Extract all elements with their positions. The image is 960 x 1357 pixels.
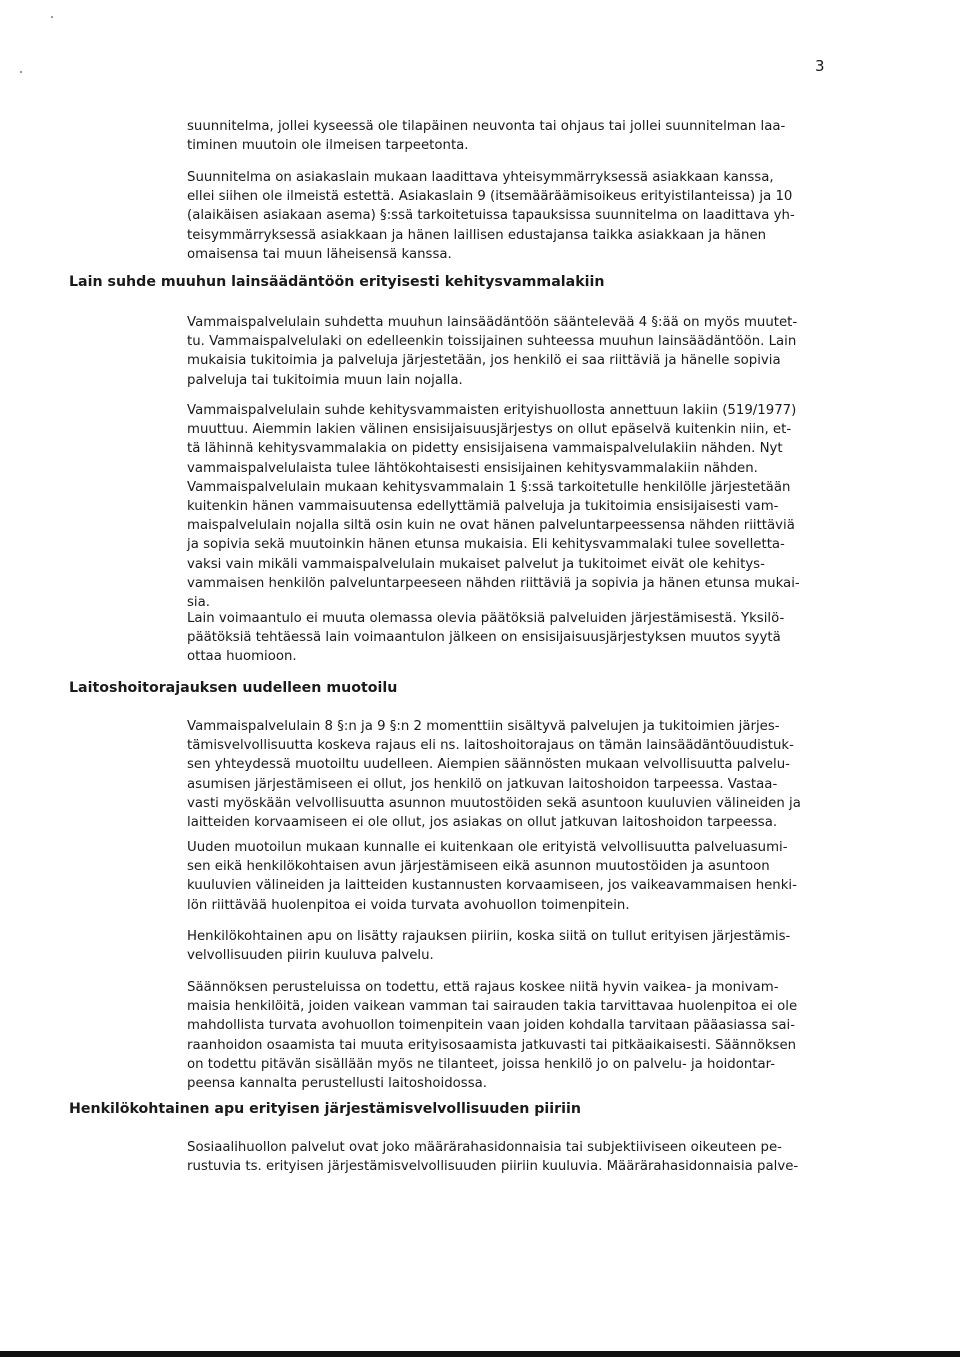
scan-speck (51, 16, 53, 18)
paragraph-s2-2: Uuden muotoilun mukaan kunnalle ei kuitenkaan ole erityistä velvollisuutta palveluasumi- sen eikä henkilökohtaisen avun järjestämiseen eikä asunnon muutostöiden ja asuntoon kuuluvien välineiden ja laitteiden kustannusten korvaamiseen, jos vaikeavammaisen henki- lön riittävää huolenpitoa ei voida turvata avohuollon toimenpitein. (187, 840, 797, 913)
paragraph-s2-3: Henkilökohtainen apu on lisätty rajauksen piiriin, koska siitä on tullut erityisen järjestämis- velvollisuuden piirin kuuluva palvelu. (187, 929, 791, 964)
section-heading-1: Lain suhde muuhun lainsäädäntöön erityisesti kehitysvammalakiin (69, 274, 605, 290)
scan-speck (20, 71, 22, 73)
paragraph-s3-1: Sosiaalihuollon palvelut ovat joko määrärahasidonnaisia tai subjektiiviseen oikeuteen pe- rustuvia ts. erityisen järjestämisvelvollisuuden piiriin kuuluvia. Määrärahasidonnaisia palve- (187, 1140, 799, 1175)
paragraph-s1-1: Vammaispalvelulain suhdetta muuhun lainsäädäntöön sääntelevää 4 §:ää on myös muutet- tu. Vammaispalvelulaki on edelleenkin toissijainen suhteessa muuhun lainsäädäntöön. Lain mukaisia tukitoimia ja palveluja järjestetään, jos henkilö ei saa riittäviä ja hänelle sopivia palveluja tai tukitoimia muun lain nojalla. (187, 315, 798, 388)
section-heading-2: Laitoshoitorajauksen uudelleen muotoilu (69, 680, 398, 696)
paragraph-s1-2: Vammaispalvelulain suhde kehitysvammaisten erityishuollosta annettuun lakiin (519/1977) muuttuu. Aiemmin lakien välinen ensisijaisuusjärjestys on ollut epäselvä kuitenkin niin, et- tä lähinnä kehitysvammalakia on pidetty ensisijaisena vammaispalvelulakiin nähden. Nyt vammaispalvelulaista tulee lähtökohtaisesti ensisijainen kehitysvammalakiin nähden. Vammaispalvelulain mukaan kehitysvammalain 1 §:ssä tarkoitetulle henkilölle järjestetään kuitenkin hänen vammaisuutensa edellyttämiä palveluja ja tukitoimia ensisijaisesti vam- maispalvelulain nojalla siltä osin kuin ne ovat hänen palveluntarpeessensa nähden riittäviä ja sopivia sekä muutoinkin hänen etunsa mukaisia. Eli kehitysvammalaki tulee sovelletta- vaksi vain mikäli vammaispalvelulain mukaiset palvelut ja tukitoimet eivät ole kehitys- vammaisen henkilön palveluntarpeeseen nähden riittäviä ja sopivia ja hänen etunsa mukai- sia. (187, 403, 800, 611)
section-heading-3: Henkilökohtainen apu erityisen järjestämisvelvollisuuden piiriin (69, 1101, 581, 1117)
paragraph-s2-1: Vammaispalvelulain 8 §:n ja 9 §:n 2 momenttiin sisältyvä palvelujen ja tukitoimien järjes- tämisvelvollisuutta koskeva rajaus eli ns. laitoshoitorajaus on tämän lainsäädäntöuudistuk- sen yhteydessä muotoiltu uudelleen. Aiempien säännösten mukaan velvollisuutta palvelu- asumisen järjestämiseen ei ollut, jos henkilö on jatkuvan laitoshoidon tarpeessa. Vastaa- vasti myöskään velvollisuutta asunnon muutostöiden sekä asuntoon kuuluvien välineiden ja laitteiden korvaamiseen ei ole ollut, jos asiakas on ollut jatkuvan laitoshoidon tarpeessa. (187, 719, 801, 831)
paragraph-intro-2: Suunnitelma on asiakaslain mukaan laadittava yhteisymmärryksessä asiakkaan kanssa, ellei siihen ole ilmeistä estettä. Asiakaslain 9 (itsemääräämisoikeus erityistilanteissa) ja 10 (alaikäisen asiakaan asema) §:ssä tarkoitetuissa tapauksissa suunnitelma on laadittava yh- teisymmärryksessä asiakkaan ja hänen laillisen edustajansa taikka asiakkaan ja hänen omaisensa tai muun läheisensä kanssa. (187, 170, 795, 262)
paragraph-s1-3: Lain voimaantulo ei muuta olemassa olevia päätöksiä palveluiden järjestämisestä. Yksilö- päätöksiä tehtäessä lain voimaantulon jälkeen on ensisijaisuusjärjestyksen muutos syytä ottaa huomioon. (187, 611, 785, 665)
page-number: 3 (815, 57, 825, 75)
paragraph-s2-4: Säännöksen perusteluissa on todettu, että rajaus koskee niitä hyvin vaikea- ja monivam- maisia henkilöitä, joiden vaikean vamman tai sairauden takia tarvittavaa huolenpitoa ei ole mahdollista turvata avohuollon toimenpitein vaan joiden kohdalla tarvitaan pääasiassa sai- raanhoidon osaamista tai muuta erityisosaamista jatkuvasti tai pitkäaikaisesti. Säännöksen on todettu pitävän sisällään myös ne tilanteet, joissa henkilö jo on palvelu- ja hoidontar- peensa kannalta perustellusti laitoshoidossa. (187, 980, 798, 1092)
paragraph-intro-1: suunnitelma, jollei kyseessä ole tilapäinen neuvonta tai ohjaus tai jollei suunnitelman laa- timinen muutoin ole ilmeisen tarpeetonta. (187, 119, 786, 154)
scan-edge (0, 1351, 960, 1357)
